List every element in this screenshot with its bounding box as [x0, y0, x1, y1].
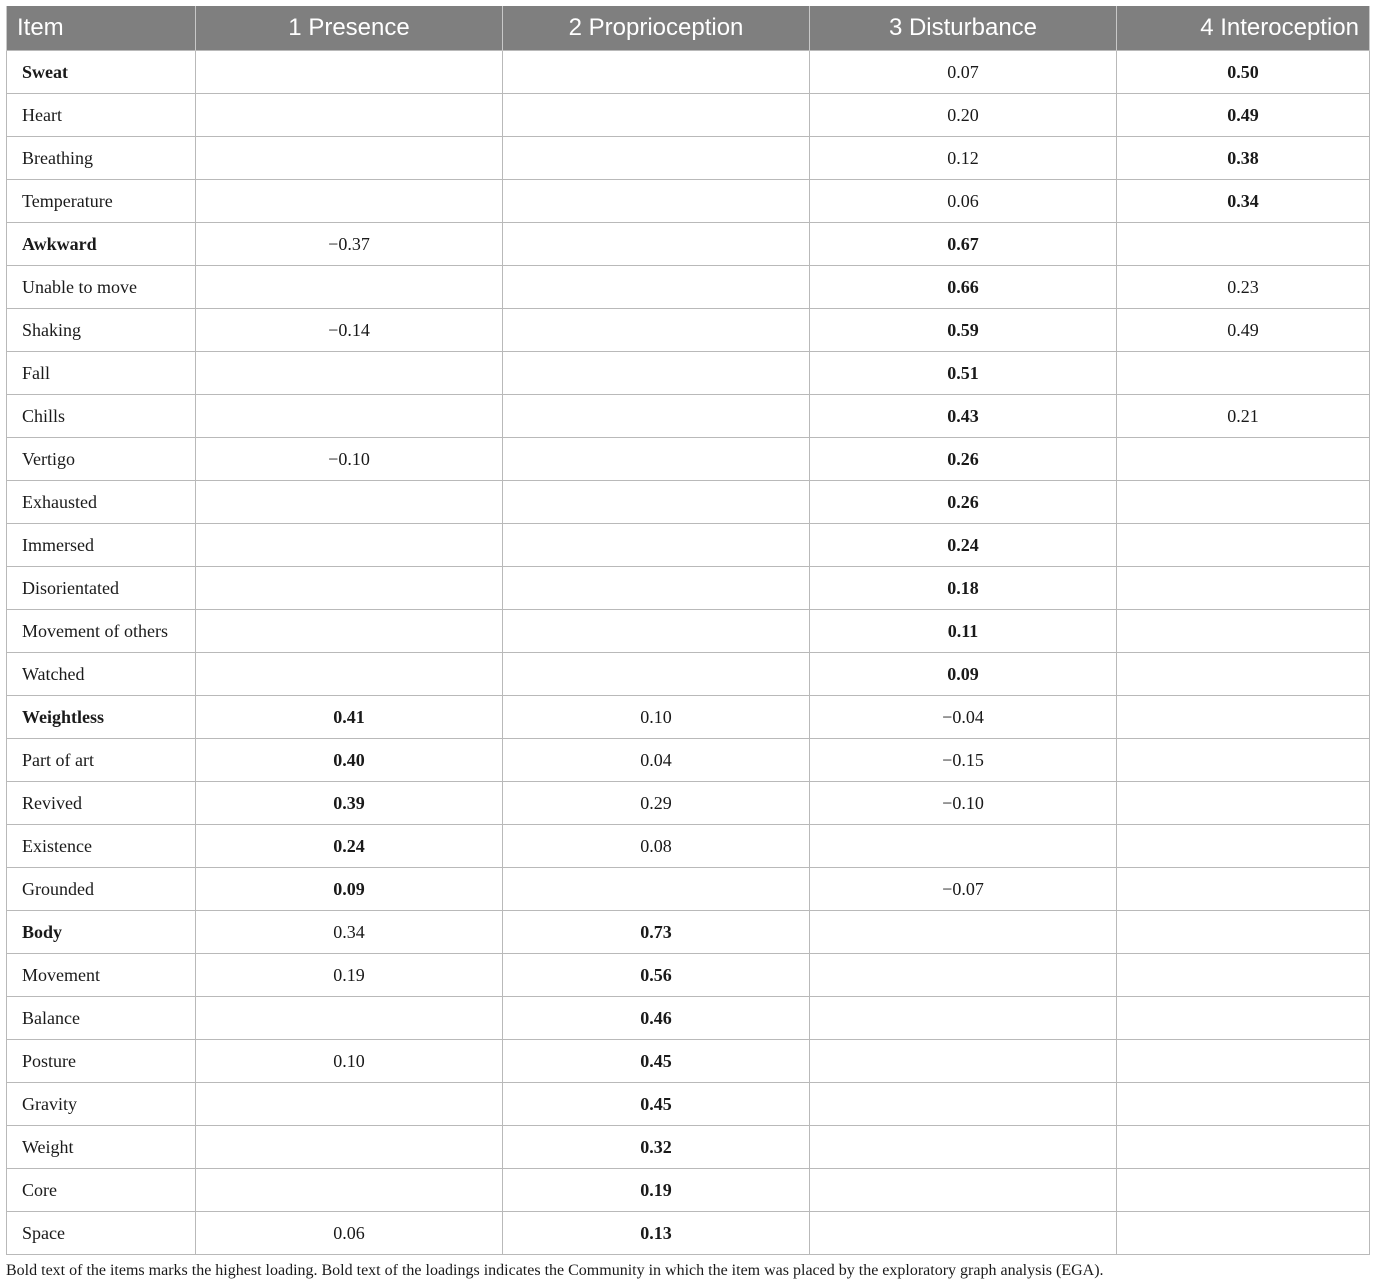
loading-disturbance-cell	[810, 1083, 1117, 1126]
loading-proprioception-cell	[503, 481, 810, 524]
loading-disturbance-cell: 0.06	[810, 180, 1117, 223]
loading-disturbance-cell	[810, 911, 1117, 954]
loading-presence-cell	[196, 610, 503, 653]
loading-presence-cell: 0.39	[196, 782, 503, 825]
loading-interoception-cell	[1117, 481, 1370, 524]
loading-disturbance-cell: −0.10	[810, 782, 1117, 825]
loading-interoception-cell	[1117, 567, 1370, 610]
table-footnote: Bold text of the items marks the highest loading. Bold text of the loadings indicates the Community in which the item was placed by the exploratory graph analysis (EGA).	[6, 1262, 1104, 1279]
item-cell: Sweat	[7, 51, 196, 94]
table-row	[7, 223, 1370, 266]
item-cell: Chills	[7, 395, 196, 438]
loading-presence-cell: 0.41	[196, 696, 503, 739]
loading-presence-cell: 0.09	[196, 868, 503, 911]
loading-interoception-cell	[1117, 1126, 1370, 1169]
table-row	[7, 524, 1370, 567]
item-cell: Movement of others	[7, 610, 196, 653]
loading-interoception-cell	[1117, 1212, 1370, 1255]
header-row	[7, 6, 1370, 51]
loading-disturbance-cell: 0.11	[810, 610, 1117, 653]
loading-interoception-cell: 0.38	[1117, 137, 1370, 180]
table-row	[7, 51, 1370, 94]
loading-presence-cell: −0.10	[196, 438, 503, 481]
table-row	[7, 997, 1370, 1040]
loading-presence-cell	[196, 1126, 503, 1169]
table-row	[7, 438, 1370, 481]
loading-disturbance-cell: 0.07	[810, 51, 1117, 94]
loading-disturbance-cell: 0.43	[810, 395, 1117, 438]
table-row	[7, 266, 1370, 309]
item-cell: Core	[7, 1169, 196, 1212]
loading-proprioception-cell: 0.04	[503, 739, 810, 782]
table-row	[7, 180, 1370, 223]
loading-interoception-cell	[1117, 438, 1370, 481]
item-cell: Unable to move	[7, 266, 196, 309]
item-cell: Space	[7, 1212, 196, 1255]
loading-interoception-cell: 0.34	[1117, 180, 1370, 223]
loading-interoception-cell	[1117, 997, 1370, 1040]
loading-proprioception-cell: 0.56	[503, 954, 810, 997]
loading-interoception-cell	[1117, 1040, 1370, 1083]
loading-interoception-cell	[1117, 696, 1370, 739]
item-cell: Exhausted	[7, 481, 196, 524]
loading-proprioception-cell	[503, 524, 810, 567]
loading-presence-cell: 0.34	[196, 911, 503, 954]
table-row	[7, 395, 1370, 438]
loading-disturbance-cell: −0.07	[810, 868, 1117, 911]
loading-interoception-cell	[1117, 954, 1370, 997]
loading-interoception-cell: 0.50	[1117, 51, 1370, 94]
loading-proprioception-cell: 0.45	[503, 1083, 810, 1126]
loading-presence-cell	[196, 997, 503, 1040]
loading-proprioception-cell	[503, 51, 810, 94]
loading-presence-cell	[196, 653, 503, 696]
table-row	[7, 782, 1370, 825]
table-row	[7, 825, 1370, 868]
loading-proprioception-cell	[503, 610, 810, 653]
loading-presence-cell: 0.24	[196, 825, 503, 868]
loading-interoception-cell	[1117, 739, 1370, 782]
loading-presence-cell	[196, 395, 503, 438]
item-cell: Existence	[7, 825, 196, 868]
loadings-table-container	[6, 6, 1369, 1255]
loading-proprioception-cell: 0.08	[503, 825, 810, 868]
loading-presence-cell: 0.10	[196, 1040, 503, 1083]
loading-presence-cell	[196, 51, 503, 94]
loading-proprioception-cell: 0.45	[503, 1040, 810, 1083]
table-row	[7, 653, 1370, 696]
loading-interoception-cell: 0.23	[1117, 266, 1370, 309]
header-proprioception: 2 Proprioception	[503, 6, 810, 51]
loading-proprioception-cell	[503, 395, 810, 438]
loading-interoception-cell	[1117, 610, 1370, 653]
loading-presence-cell	[196, 1169, 503, 1212]
loading-proprioception-cell	[503, 180, 810, 223]
loading-proprioception-cell: 0.19	[503, 1169, 810, 1212]
loading-disturbance-cell: 0.12	[810, 137, 1117, 180]
table-row	[7, 481, 1370, 524]
table-row	[7, 1040, 1370, 1083]
loading-interoception-cell	[1117, 1169, 1370, 1212]
loading-interoception-cell	[1117, 868, 1370, 911]
loading-presence-cell: 0.19	[196, 954, 503, 997]
loading-proprioception-cell	[503, 266, 810, 309]
table-row	[7, 567, 1370, 610]
loading-proprioception-cell: 0.10	[503, 696, 810, 739]
item-cell: Fall	[7, 352, 196, 395]
loading-presence-cell: −0.14	[196, 309, 503, 352]
loading-proprioception-cell	[503, 352, 810, 395]
loading-presence-cell	[196, 481, 503, 524]
loading-interoception-cell	[1117, 782, 1370, 825]
table-row	[7, 610, 1370, 653]
loading-presence-cell	[196, 352, 503, 395]
loading-disturbance-cell: −0.15	[810, 739, 1117, 782]
loading-proprioception-cell	[503, 438, 810, 481]
loading-disturbance-cell: 0.18	[810, 567, 1117, 610]
loading-interoception-cell	[1117, 223, 1370, 266]
loading-disturbance-cell: −0.04	[810, 696, 1117, 739]
loading-interoception-cell: 0.49	[1117, 309, 1370, 352]
item-cell: Weight	[7, 1126, 196, 1169]
loading-disturbance-cell: 0.26	[810, 438, 1117, 481]
loading-presence-cell	[196, 94, 503, 137]
item-cell: Heart	[7, 94, 196, 137]
loading-proprioception-cell	[503, 567, 810, 610]
loading-interoception-cell	[1117, 911, 1370, 954]
loading-disturbance-cell	[810, 954, 1117, 997]
item-cell: Shaking	[7, 309, 196, 352]
item-cell: Disorientated	[7, 567, 196, 610]
header-presence: 1 Presence	[196, 6, 503, 51]
loading-presence-cell: 0.06	[196, 1212, 503, 1255]
loading-presence-cell	[196, 524, 503, 567]
item-cell: Watched	[7, 653, 196, 696]
table-row	[7, 696, 1370, 739]
table-row	[7, 868, 1370, 911]
loading-proprioception-cell	[503, 868, 810, 911]
table-row	[7, 137, 1370, 180]
loading-proprioception-cell: 0.32	[503, 1126, 810, 1169]
loading-presence-cell: −0.37	[196, 223, 503, 266]
loading-disturbance-cell	[810, 1126, 1117, 1169]
table-row	[7, 94, 1370, 137]
loading-disturbance-cell: 0.66	[810, 266, 1117, 309]
table-row	[7, 954, 1370, 997]
loading-proprioception-cell	[503, 94, 810, 137]
loading-interoception-cell	[1117, 1083, 1370, 1126]
item-cell: Weightless	[7, 696, 196, 739]
item-cell: Revived	[7, 782, 196, 825]
header-item: Item	[7, 6, 196, 51]
loading-disturbance-cell	[810, 1169, 1117, 1212]
table-row	[7, 309, 1370, 352]
loading-presence-cell: 0.40	[196, 739, 503, 782]
item-cell: Immersed	[7, 524, 196, 567]
loading-disturbance-cell	[810, 1212, 1117, 1255]
item-cell: Balance	[7, 997, 196, 1040]
loading-disturbance-cell: 0.67	[810, 223, 1117, 266]
loading-interoception-cell	[1117, 825, 1370, 868]
table-row	[7, 352, 1370, 395]
item-cell: Breathing	[7, 137, 196, 180]
loading-disturbance-cell: 0.26	[810, 481, 1117, 524]
table-body	[7, 51, 1370, 1255]
loading-proprioception-cell: 0.13	[503, 1212, 810, 1255]
loading-interoception-cell	[1117, 352, 1370, 395]
loading-presence-cell	[196, 1083, 503, 1126]
item-cell: Awkward	[7, 223, 196, 266]
table-row	[7, 739, 1370, 782]
item-cell: Gravity	[7, 1083, 196, 1126]
header-interoception: 4 Interoception	[1117, 6, 1370, 51]
loading-proprioception-cell	[503, 653, 810, 696]
item-cell: Temperature	[7, 180, 196, 223]
item-cell: Vertigo	[7, 438, 196, 481]
loading-disturbance-cell: 0.09	[810, 653, 1117, 696]
loading-presence-cell	[196, 266, 503, 309]
loading-proprioception-cell: 0.46	[503, 997, 810, 1040]
loading-disturbance-cell: 0.24	[810, 524, 1117, 567]
loadings-table	[6, 6, 1370, 1255]
loading-disturbance-cell: 0.20	[810, 94, 1117, 137]
loading-disturbance-cell	[810, 997, 1117, 1040]
table-row	[7, 1083, 1370, 1126]
loading-proprioception-cell	[503, 137, 810, 180]
loading-interoception-cell: 0.21	[1117, 395, 1370, 438]
loading-interoception-cell	[1117, 524, 1370, 567]
item-cell: Body	[7, 911, 196, 954]
loading-interoception-cell: 0.49	[1117, 94, 1370, 137]
table-row	[7, 911, 1370, 954]
loading-proprioception-cell	[503, 309, 810, 352]
loading-disturbance-cell	[810, 825, 1117, 868]
loading-interoception-cell	[1117, 653, 1370, 696]
item-cell: Grounded	[7, 868, 196, 911]
loading-presence-cell	[196, 180, 503, 223]
loading-presence-cell	[196, 567, 503, 610]
header-disturbance: 3 Disturbance	[810, 6, 1117, 51]
loading-presence-cell	[196, 137, 503, 180]
table-row	[7, 1169, 1370, 1212]
loading-disturbance-cell	[810, 1040, 1117, 1083]
item-cell: Movement	[7, 954, 196, 997]
loading-proprioception-cell	[503, 223, 810, 266]
loading-disturbance-cell: 0.59	[810, 309, 1117, 352]
loading-disturbance-cell: 0.51	[810, 352, 1117, 395]
loading-proprioception-cell: 0.73	[503, 911, 810, 954]
loading-proprioception-cell: 0.29	[503, 782, 810, 825]
item-cell: Part of art	[7, 739, 196, 782]
table-row	[7, 1212, 1370, 1255]
item-cell: Posture	[7, 1040, 196, 1083]
table-row	[7, 1126, 1370, 1169]
